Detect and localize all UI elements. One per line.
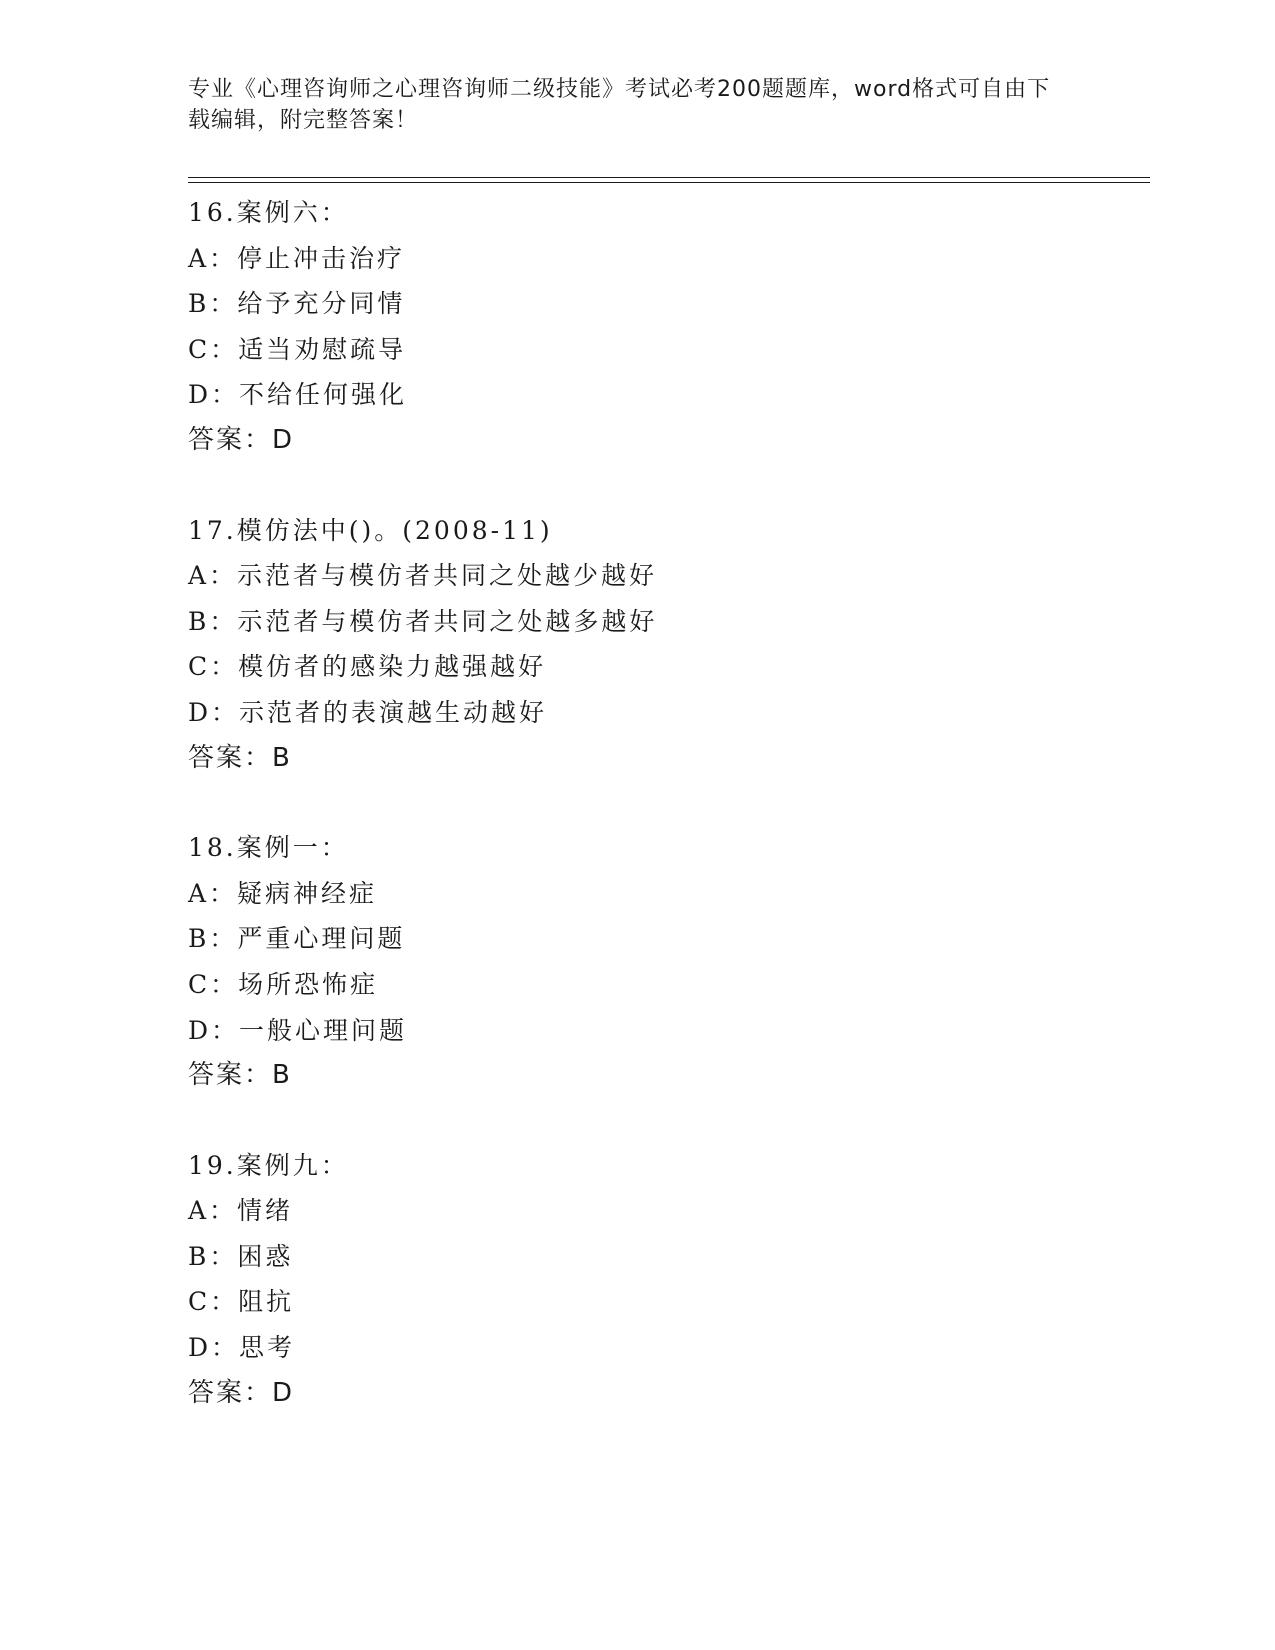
option-a: A：疑病神经症 [188, 878, 378, 908]
question-stem: 16.案例六： [188, 198, 349, 227]
option-c: C：阻抗 [188, 1287, 295, 1317]
question-17 [188, 508, 1148, 782]
option-a: A：情绪 [188, 1196, 294, 1226]
option-d: D：不给任何强化 [188, 380, 408, 410]
option-d: D：思考 [188, 1333, 296, 1363]
question-stem: 17.模仿法中()。(2008-11) [188, 515, 553, 545]
option-c: C：场所恐怖症 [188, 969, 379, 999]
question-16 [188, 190, 1148, 464]
option-c: C：适当劝慰疏导 [188, 334, 407, 364]
question-stem: 19.案例九： [188, 1150, 349, 1180]
answer-line: 答案：D [188, 1377, 295, 1408]
question-stem: 18.案例一： [188, 833, 349, 863]
question-list [188, 190, 1148, 1460]
option-a: A：示范者与模仿者共同之处越少越好 [188, 561, 658, 591]
option-d: D：示范者的表演越生动越好 [188, 697, 548, 727]
option-b: B：给予充分同情 [188, 289, 406, 319]
answer-line: 答案：D [188, 424, 295, 455]
question-18 [188, 825, 1148, 1099]
document-header: 专业《心理咨询师之心理咨询师二级技能》考试必考200题题库，word格式可自由下载编辑，附完整答案！ [188, 77, 1051, 133]
header-divider-top [188, 177, 1150, 178]
answer-line: 答案：B [188, 742, 292, 773]
answer-line: 答案：B [188, 1060, 292, 1091]
option-c: C：模仿者的感染力越强越好 [188, 652, 547, 682]
question-19 [188, 1143, 1148, 1417]
option-b: B：困惑 [188, 1241, 294, 1271]
option-a: A：停止冲击治疗 [188, 243, 406, 273]
option-b: B：示范者与模仿者共同之处越多越好 [188, 606, 658, 636]
option-d: D：一般心理问题 [188, 1015, 408, 1045]
header-divider-bottom [188, 182, 1150, 183]
option-b: B：严重心理问题 [188, 924, 406, 954]
